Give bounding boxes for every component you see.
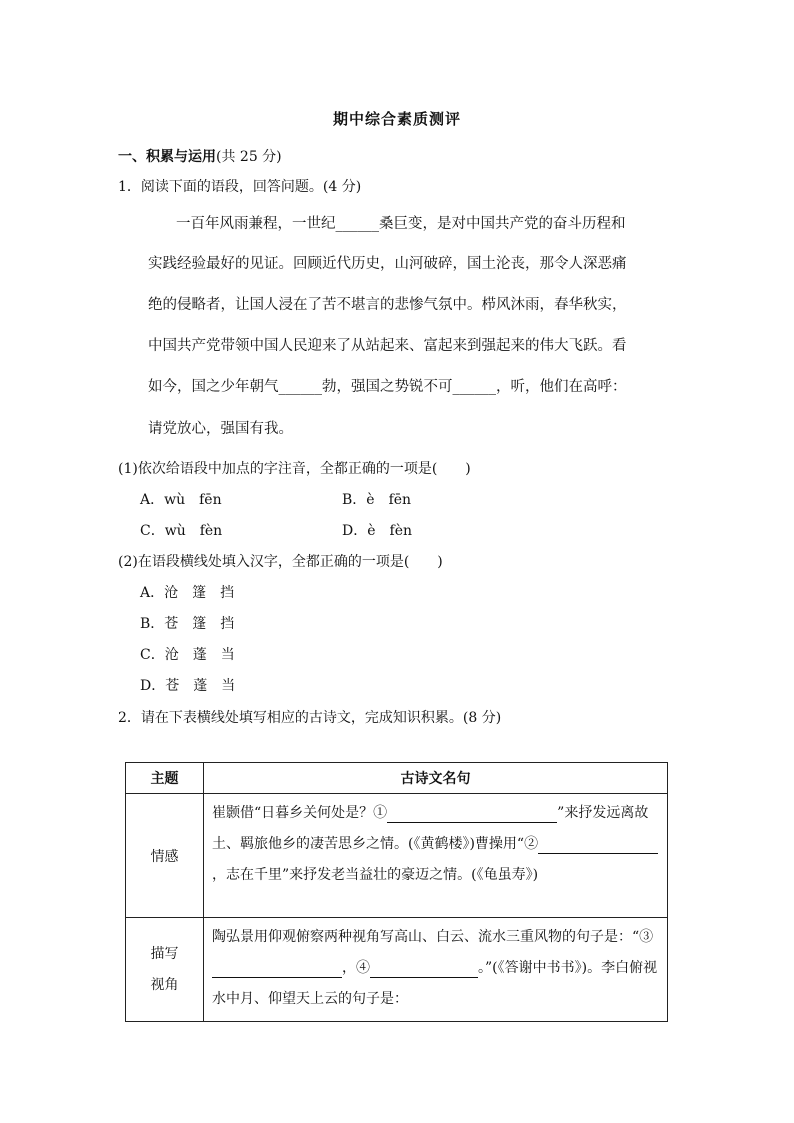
option-b[interactable]: B．苍 篷 挡 — [140, 616, 235, 632]
topic-line: 视角 — [150, 976, 179, 993]
table-topic-cell — [126, 918, 204, 1022]
table-row — [126, 918, 668, 1022]
option-a[interactable]: A．wù fēn — [140, 492, 222, 508]
cell-text: ，④ — [342, 960, 370, 976]
passage-line: 绝的侵略者，让国人浸在了苦不堪言的悲惨气氛中。栉风沐雨，春华秋实， — [148, 297, 627, 313]
question-1-prompt: 1．阅读下面的语段，回答问题。(4 分) — [118, 179, 362, 195]
option-d[interactable]: D．è fèn — [342, 523, 412, 539]
poetry-table — [125, 762, 668, 1022]
topic-line: 描写 — [150, 945, 179, 962]
option-c[interactable]: C．wù fèn — [140, 523, 223, 539]
option-c[interactable]: C．沧 蓬 当 — [140, 647, 235, 663]
table-content-cell — [204, 918, 668, 1022]
section-label: 一、积累与运用 — [118, 149, 216, 165]
table-header-quotes: 古诗文名句 — [204, 763, 668, 794]
option-a[interactable]: A．沧 篷 挡 — [140, 585, 235, 601]
cell-text: 崔颢借“日暮乡关何处是？① — [212, 805, 388, 821]
passage-line: 如今，国之少年朝气______勃，强国之势锐不可______，听，他们在高呼： — [148, 379, 627, 395]
cell-text: 陶弘景用仰观俯察两种视角写高山、白云、流水三重风物的句子是：“③ — [212, 929, 654, 945]
option-d[interactable]: D．苍 蓬 当 — [140, 678, 236, 694]
passage-line: 请党放心，强国有我。 — [148, 421, 293, 437]
sub-question-2: (2)在语段横线处填入汉字，全都正确的一项是( ) — [118, 554, 443, 570]
page-title: 期中综合素质测评 — [332, 110, 461, 128]
question-2-prompt: 2．请在下表横线处填写相应的古诗文，完成知识积累。(8 分) — [118, 710, 502, 726]
table-topic-cell: 情感 — [126, 794, 204, 918]
answer-blank-3[interactable] — [212, 959, 342, 978]
section-points: (共 25 分) — [216, 149, 282, 165]
option-b[interactable]: B．è fēn — [342, 492, 412, 508]
table-header-topic: 主题 — [126, 763, 204, 794]
cell-text: ，志在千里”来抒发老当益壮的豪迈之情。(《龟虽寿》) — [212, 867, 539, 883]
passage-line: 中国共产党带领中国人民迎来了从站起来、富起来到强起来的伟大飞跃。看 — [148, 338, 627, 354]
cell-text: 。”(《答谢中书书》)。李白俯视水中月、仰望天上云的句子是： — [212, 960, 658, 1007]
sub-question-1: (1)依次给语段中加点的字注音，全都正确的一项是( ) — [118, 461, 471, 477]
passage-line: 实践经验最好的见证。回顾近代历史，山河破碎，国土沦丧，那令人深恶痛 — [148, 256, 627, 272]
table-row — [126, 794, 668, 918]
cell-text: ”来抒发远离故土、羁旅他乡的凄苦思乡之情。(《黄鹤楼》)曹操用“② — [212, 805, 649, 852]
section-heading — [118, 146, 282, 166]
table-header-row — [126, 763, 668, 794]
answer-blank-1[interactable] — [387, 804, 557, 823]
answer-blank-2[interactable] — [538, 835, 658, 854]
answer-blank-4[interactable] — [370, 959, 478, 978]
table-content-cell — [204, 794, 668, 918]
passage-line: 一百年风雨兼程，一世纪______桑巨变，是对中国共产党的奋斗历程和 — [176, 216, 626, 232]
